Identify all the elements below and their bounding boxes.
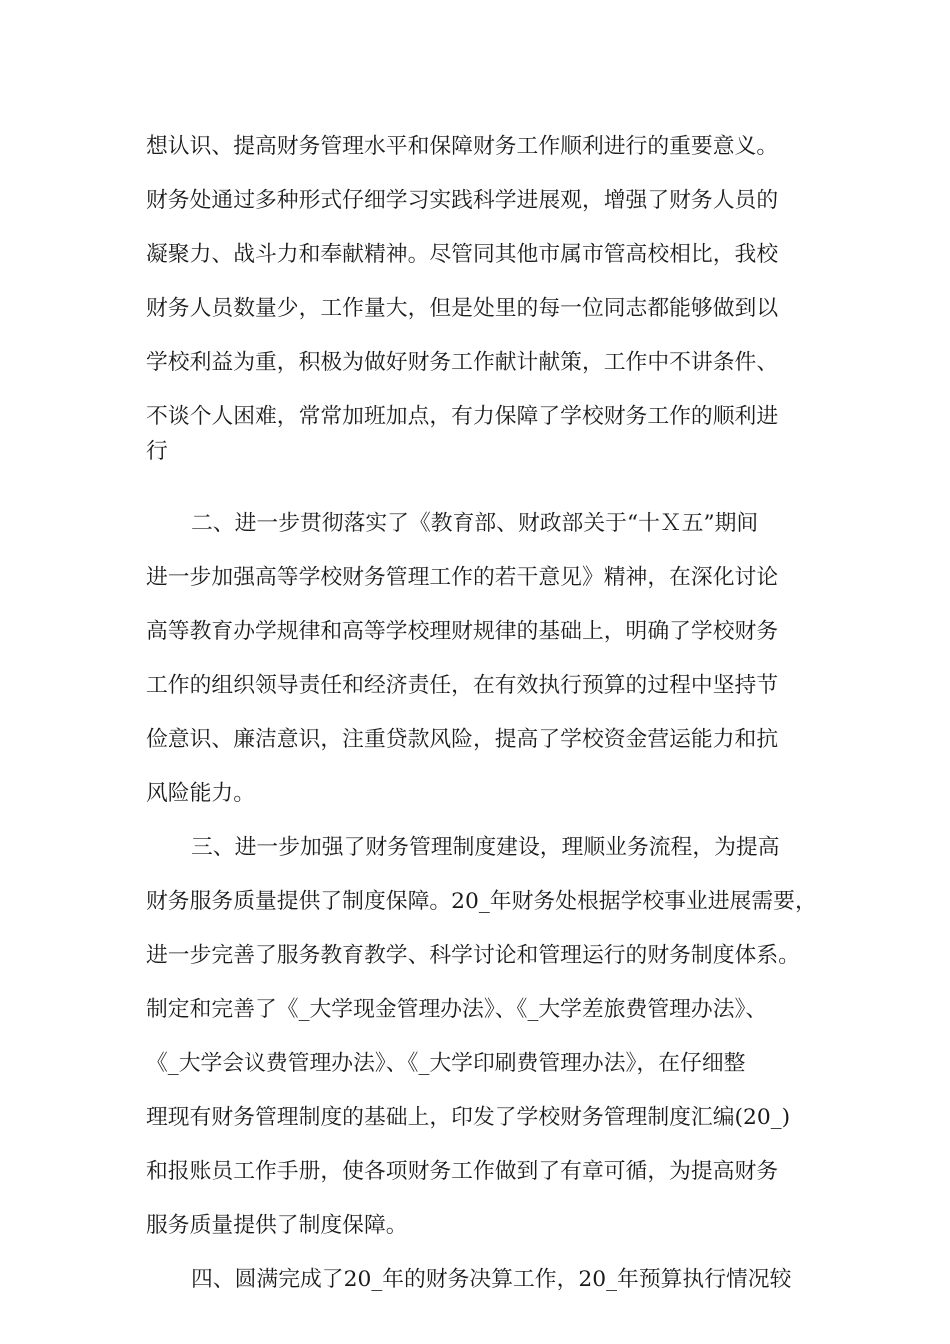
text-line: 财务人员数量少，工作量大，但是处里的每一位同志都能够做到以 (146, 296, 779, 321)
text-line: 和报账员工作手册，使各项财务工作做到了有章可循，为提高财务 (146, 1159, 779, 1184)
text-line: 财务服务质量提供了制度保障。20_年财务处根据学校事业进展需要， (146, 889, 817, 914)
text-line: 服务质量提供了制度保障。 (146, 1213, 408, 1238)
text-line: 制定和完善了《_大学现金管理办法》、《_大学差旅费管理办法》、 (146, 997, 768, 1022)
text-line: 高等教育办学规律和高等学校理财规律的基础上，明确了学校财务 (146, 619, 779, 644)
text-line: 行 (146, 439, 168, 464)
text-line: 进一步加强高等学校财务管理工作的若干意见》精神，在深化讨论 (146, 565, 779, 590)
text-line: 进一步完善了服务教育教学、科学讨论和管理运行的财务制度体系。 (146, 943, 800, 968)
text-line: 风险能力。 (146, 781, 255, 806)
text-line: 俭意识、廉洁意识，注重贷款风险，提高了学校资金营运能力和抗 (146, 727, 779, 752)
text-line: 财务处通过多种形式仔细学习实践科学进展观，增强了财务人员的 (146, 188, 779, 213)
paragraph-heading-line: 四、圆满完成了20_年的财务决算工作，20_年预算执行情况较 (191, 1267, 792, 1292)
text-line: 不谈个人困难，常常加班加点，有力保障了学校财务工作的顺利进 (146, 404, 779, 429)
paragraph-heading-line: 三、进一步加强了财务管理制度建设，理顺业务流程，为提高 (191, 835, 780, 860)
text-line: 学校利益为重，积极为做好财务工作献计献策，工作中不讲条件、 (146, 350, 779, 375)
text-line: 想认识、提高财务管理水平和保障财务工作顺利进行的重要意义。 (146, 134, 779, 159)
text-line: 凝聚力、战斗力和奉献精神。尽管同其他市属市管高校相比，我校 (146, 242, 779, 267)
paragraph-heading-line: 二、进一步贯彻落实了《教育部、财政部关于“十Ｘ五”期间 (191, 511, 759, 536)
text-line: 理现有财务管理制度的基础上，印发了学校财务管理制度汇编(20_) (146, 1105, 791, 1130)
text-line: 《_大学会议费管理办法》、《_大学印刷费管理办法》，在仔细整 (146, 1051, 746, 1076)
text-line: 工作的组织领导责任和经济责任，在有效执行预算的过程中坚持节 (146, 673, 779, 698)
